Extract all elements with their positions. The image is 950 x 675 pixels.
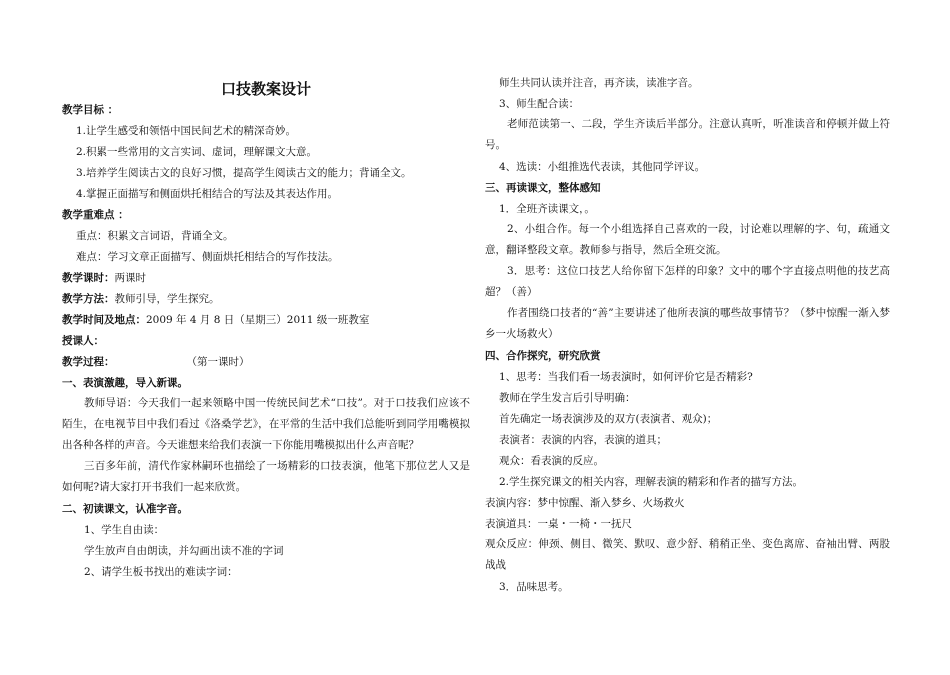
paragraph: 表演道具：一桌・一椅・一抚尺 <box>485 518 632 530</box>
list-item: 3、师生配合读： <box>499 98 580 110</box>
list-item: 4、选读：小组推选代表读，其他同学评议。 <box>499 161 706 173</box>
process-row <box>62 355 470 370</box>
section-4-heading: 四、合作探究，研究欣赏 <box>485 350 601 362</box>
list-item: 2.学生探究课文的相关内容，理解表演的精彩和作者的描写方法。 <box>499 476 804 488</box>
hours-row <box>62 271 470 286</box>
hours-value: 两课时 <box>114 272 146 284</box>
method-value: 教师引导，学生探究。 <box>114 293 220 305</box>
paragraph: 观众反应：伸颈、侧目、微笑、默叹、意少舒、稍稍正坐、变色离席、奋袖出臂、两股战战 <box>485 538 890 571</box>
keypoint-text: 重点：积累文言词语，背诵全文。 <box>76 230 234 242</box>
section-1-paragraph: 教师导语：今天我们一起来领略中国一传统民间艺术“口技”。对于口技我们应该不陌生，在电视节目中我们看过《洛桑学艺》，在平常的生活中我们总能听到同学用嘴模拟出各种各样的声音。今天谁想来给我们表演一下你能用嘴模拟出什么声音呢？ <box>62 397 470 451</box>
paragraph: 首先确定一场表演涉及的双方(表演者、观众)； <box>499 413 718 425</box>
goals-heading: 教学目标 ： <box>62 104 119 116</box>
hours-label: 教学课时： <box>62 272 115 284</box>
paragraph: 作者围绕口技者的“善”主要讲述了他所表演的哪些故事情节？（梦中惊醒一渐入梦乡一火场救火） <box>485 307 890 340</box>
list-item: 1、学生自由读： <box>84 524 165 536</box>
list-item: 1．全班齐读课文，。 <box>499 203 595 215</box>
paragraph: 师生共同认读并注音，再齐读，读准字音。 <box>499 77 699 89</box>
list-item: 3．品味思考。 <box>499 581 569 593</box>
time-row <box>62 313 470 328</box>
paragraph: 老师范读第一、二段，学生齐读后半部分。注意认真听，听准读音和停顿并做上符号。 <box>485 118 890 151</box>
keypoints-heading: 教学重难点 ： <box>62 209 129 221</box>
paragraph: 表演内容：梦中惊醒、渐入梦乡、火场救火 <box>485 497 685 509</box>
time-label: 教学时间及地点： <box>62 314 146 326</box>
goal-item: 2.积累一些常用的文言实词、虚词，理解课文大意。 <box>76 146 318 158</box>
method-row <box>62 292 470 307</box>
section-3-heading: 三、再读课文，整体感知 <box>485 182 601 194</box>
process-note: （第一课时） <box>186 356 250 368</box>
section-2-heading: 二、初读课文，认准字音。 <box>62 503 188 515</box>
paragraph: 3．思考：这位口技艺人给你留下怎样的印象？文中的哪个字直接点明他的技艺高超？（善） <box>485 265 890 298</box>
teacher-label: 授课人： <box>62 335 104 347</box>
process-label: 教学过程： <box>62 356 115 368</box>
list-item-body: 学生放声自由朗读，并勾画出读不准的字词 <box>84 545 284 557</box>
difficulty-text: 难点：学习文章正面描写、侧面烘托相结合的写作技法。 <box>76 251 339 263</box>
time-value: 2009 年 4 月 8 日（星期三）2011 级一班教室 <box>146 314 370 326</box>
goal-item: 3.培养学生阅读古文的良好习惯，提高学生阅读古文的能力；背诵全文。 <box>76 167 412 179</box>
paragraph: 2、小组合作。每一个小组选择自己喜欢的一段，讨论难以理解的字、句，疏通文意，翻译整段文章。教师参与指导，然后全班交流。 <box>485 223 890 256</box>
list-item: 1、思考：当我们看一场表演时，如何评价它是否精彩? <box>499 371 753 383</box>
paragraph: 观众：看表演的反应。 <box>499 455 604 467</box>
section-1-paragraph: 三百多年前，清代作家林嗣环也描绘了一场精彩的口技表演，他笔下那位艺人又是如何呢?请大家打开书我们一起来欣赏。 <box>62 460 470 493</box>
section-1-heading: 一、表演激趣，导入新课。 <box>62 377 188 389</box>
list-item: 2、请学生板书找出的难读字词： <box>84 566 238 578</box>
paragraph: 教师在学生发言后引导明确： <box>499 392 636 404</box>
method-label: 教学方法： <box>62 293 115 305</box>
goal-item: 4.掌握正面描写和侧面烘托相结合的写法及其表达作用。 <box>76 188 339 200</box>
goal-item: 1.让学生感受和领悟中国民间艺术的精深奇妙。 <box>76 125 297 137</box>
document-title: 口技教案设计 <box>220 80 311 98</box>
paragraph: 表演者：表演的内容，表演的道具； <box>499 434 667 446</box>
